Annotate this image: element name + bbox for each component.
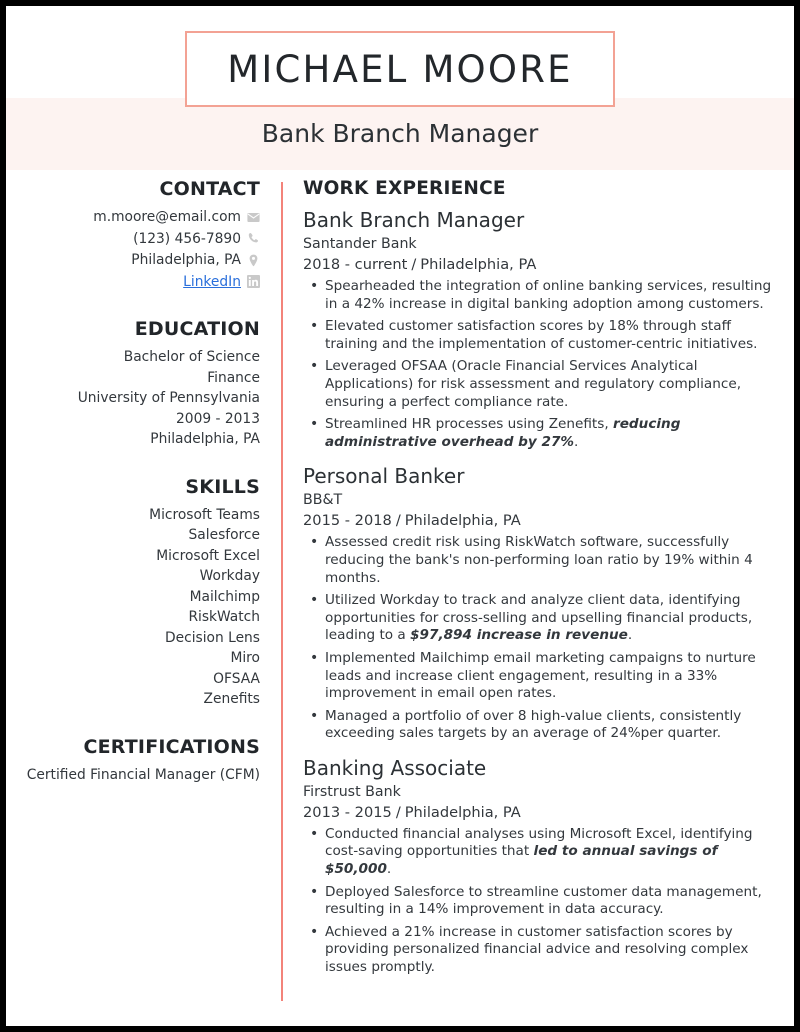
bullet-text: Implemented Mailchimp email marketing campaigns to nurture leads and increase client engagement, resulting in a 33% improvement in email open rates.	[325, 649, 756, 702]
job-dates: 2015 - 2018	[303, 512, 392, 530]
job-bullets	[303, 534, 781, 743]
sidebar	[6, 178, 274, 785]
job-bullets	[303, 826, 781, 977]
bullet-text: Spearheaded the integration of online banking services, resulting in a 42% increase in digital banking adoption among customers.	[325, 278, 772, 312]
job-meta	[303, 254, 781, 275]
job-meta-separator: /	[411, 256, 417, 273]
bullet-emphasis: $97,894 increase in revenue	[410, 627, 628, 644]
certifications-heading: CERTIFICATIONS	[83, 735, 260, 758]
bullet-text: Streamlined HR processes using Zenefits,	[325, 416, 613, 433]
resume-page	[6, 6, 794, 1026]
job-company: BB&T	[303, 492, 343, 509]
bullet-text: Assessed credit risk using RiskWatch software, successfully reducing the bank's non-performing loan ratio by 19% within 4 months.	[325, 534, 753, 586]
bullet-text: Elevated customer satisfaction scores by 18% through staff training and the implementation of customer-centric initiatives.	[325, 318, 758, 352]
bullet-item	[303, 884, 781, 919]
education-line: Bachelor of Science	[123, 349, 260, 365]
candidate-job-title: Bank Branch Manager	[261, 119, 539, 148]
job-company: Santander Bank	[303, 236, 417, 252]
contact-phone-text: (123) 456-7890	[133, 230, 241, 247]
job-entry	[303, 464, 781, 743]
work-experience-heading: WORK EXPERIENCE	[303, 178, 506, 199]
name-box	[185, 31, 615, 107]
skill-item: Salesforce	[188, 527, 260, 543]
resume-body	[6, 178, 794, 1026]
bullet-item	[303, 318, 781, 353]
bullet-text: Managed a portfolio of over 8 high-value clients, consistently exceeding sales targets by an average of 24%per quarter.	[325, 707, 742, 742]
job-entry	[303, 208, 781, 451]
linkedin-link-text[interactable]: LinkedIn	[183, 273, 241, 290]
job-location: Philadelphia, PA	[404, 512, 521, 530]
job-dates: 2013 - 2015	[303, 803, 392, 821]
main-content	[303, 178, 781, 990]
skill-item: Microsoft Teams	[149, 506, 260, 523]
bullet-item	[303, 924, 781, 977]
contact-item-linkedin[interactable]	[6, 272, 260, 293]
job-dates: 2018 - current	[303, 256, 408, 273]
skill-item: Workday	[199, 568, 260, 584]
bullet-tail: .	[574, 433, 579, 450]
education-heading: EDUCATION	[134, 318, 260, 340]
bullet-emphasis: led to annual savings of $50,000	[325, 843, 718, 878]
education-line: University of Pennsylvania	[77, 390, 260, 406]
bullet-text: Utilized Workday to track and analyze client data, identifying opportunities for cross-selling and upselling financial products, leading to a	[325, 592, 753, 644]
contact-email-text: m.moore@email.com	[93, 209, 241, 225]
skill-item: Microsoft Excel	[156, 547, 260, 564]
bullet-text: Achieved a 21% increase in customer satisfaction scores by providing personalized financial advice and resolving complex issues promptly.	[325, 923, 749, 976]
bullet-tail: .	[386, 861, 392, 878]
candidate-name: MICHAEL MOORE	[227, 47, 573, 91]
phone-icon	[247, 232, 260, 245]
bullet-item	[303, 650, 781, 703]
bullet-text: Deployed Salesforce to streamline customer data management, resulting in a 14% improvement in data accuracy.	[325, 883, 762, 918]
job-entry	[303, 756, 781, 977]
contact-location-text: Philadelphia, PA	[131, 252, 241, 268]
job-company: Firstrust Bank	[303, 783, 401, 800]
skill-item: Mailchimp	[189, 588, 260, 605]
education-list	[6, 347, 260, 450]
job-meta	[303, 802, 781, 823]
bullet-item	[303, 534, 781, 587]
bullet-text: Leveraged OFSAA (Oracle Financial Services Analytical Applications) for risk assessment and regulatory compliance, ensuring a perfect compliance rate.	[325, 358, 742, 410]
job-bullets	[303, 278, 781, 451]
bullet-item	[303, 416, 781, 451]
bullet-item	[303, 358, 781, 411]
contact-list	[6, 207, 260, 292]
job-meta-separator: /	[395, 512, 401, 530]
bullet-item	[303, 826, 781, 879]
certifications-list	[6, 765, 260, 786]
bullet-tail: .	[627, 627, 633, 644]
location-pin-icon	[247, 254, 260, 267]
contact-item-phone	[6, 229, 260, 250]
job-title: Bank Branch Manager	[303, 208, 525, 232]
bullet-emphasis: reducing administrative overhead by 27%	[325, 416, 681, 450]
job-location: Philadelphia, PA	[420, 256, 537, 273]
skills-list	[6, 505, 260, 710]
job-location: Philadelphia, PA	[404, 803, 521, 821]
job-title: Personal Banker	[303, 464, 465, 489]
linkedin-icon[interactable]	[247, 275, 260, 288]
education-line: 2009 - 2013	[176, 410, 260, 427]
envelope-icon	[247, 211, 260, 224]
skill-item: RiskWatch	[188, 609, 260, 625]
column-divider	[281, 182, 283, 1001]
job-title: Banking Associate	[303, 755, 487, 780]
bullet-item	[303, 708, 781, 743]
bullet-item	[303, 592, 781, 645]
certification-item: Certified Financial Manager (CFM)	[26, 766, 260, 783]
bullet-item	[303, 278, 781, 313]
skill-item: Miro	[230, 650, 260, 666]
skill-item: Zenefits	[203, 691, 260, 707]
job-meta-separator: /	[395, 803, 401, 821]
job-meta	[303, 510, 781, 531]
education-line: Philadelphia, PA	[150, 431, 260, 447]
skill-item: OFSAA	[213, 670, 260, 687]
skills-heading: SKILLS	[185, 475, 260, 498]
skill-item: Decision Lens	[165, 629, 260, 646]
contact-item-location	[6, 250, 260, 271]
contact-item-email	[6, 207, 260, 228]
contact-heading: CONTACT	[159, 178, 260, 200]
education-line: Finance	[207, 369, 260, 386]
bullet-text: Conducted financial analyses using Microsoft Excel, identifying cost-saving opportunities that	[325, 825, 753, 860]
